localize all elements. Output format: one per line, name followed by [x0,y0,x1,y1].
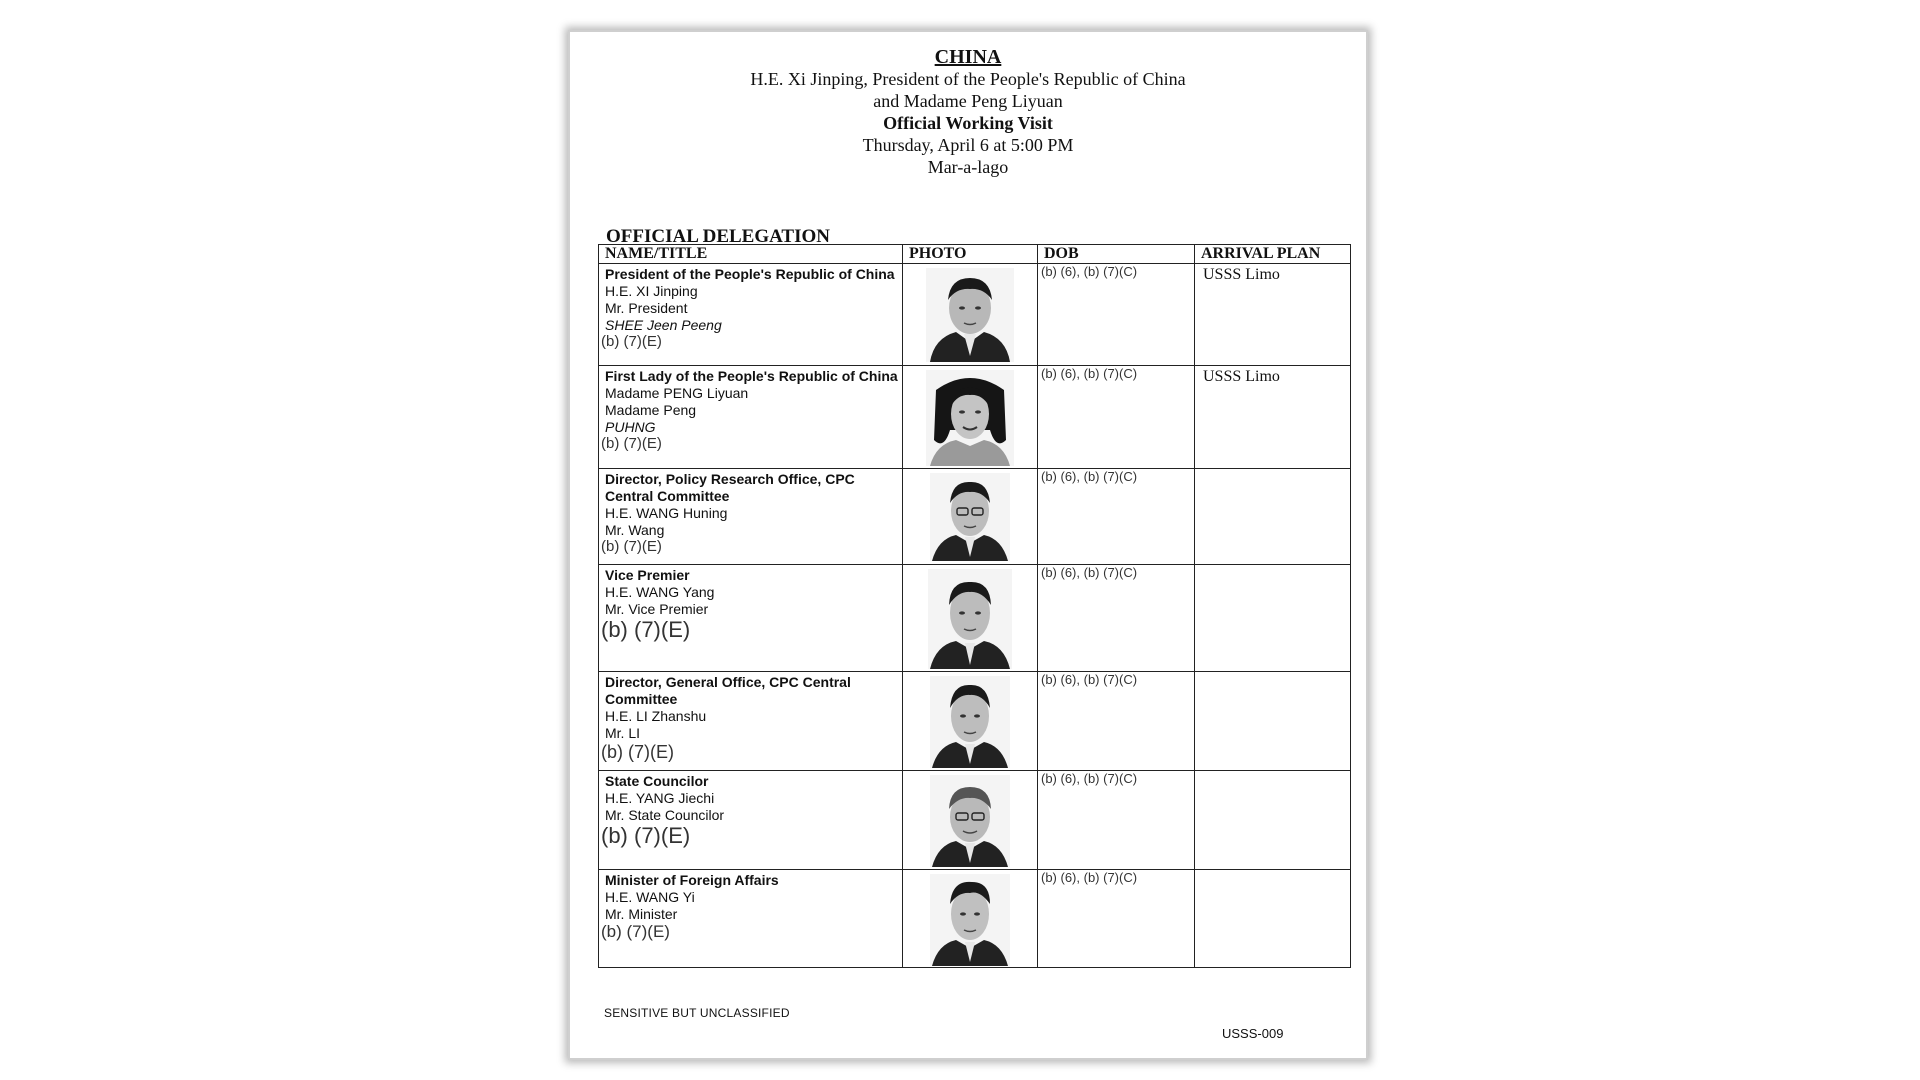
name-cell [599,672,903,771]
arrival-cell: USSS Limo [1195,366,1351,469]
arrival-cell [1195,870,1351,968]
redaction-mark: (b) (7)(E) [601,435,662,452]
delegation-table [598,244,1351,968]
arrival-cell [1195,565,1351,672]
official-name: H.E. WANG Yi [605,889,695,905]
arrival-cell: USSS Limo [1195,264,1351,366]
dob-cell: (b) (6), (b) (7)(C) [1038,672,1195,771]
document-id: USSS-009 [1222,1026,1284,1041]
table-row [599,366,1351,469]
arrival-cell [1195,771,1351,870]
portrait-photo [928,569,1012,669]
dob-cell: (b) (6), (b) (7)(C) [1038,565,1195,672]
table-row [599,672,1351,771]
portrait-photo [930,874,1010,966]
pronunciation: PUHNG [605,419,656,435]
table-row [599,469,1351,565]
column-header-dob: DOB [1038,245,1195,264]
country-heading: CHINA [934,46,1002,68]
document-page [568,30,1368,1060]
table-row [599,771,1351,870]
portrait-photo [930,775,1010,867]
column-header-photo: PHOTO [903,245,1038,264]
arrival-cell [1195,469,1351,565]
name-cell [599,565,903,672]
portrait-photo [926,370,1014,466]
photo-cell [903,672,1038,771]
visitor-line-2: and Madame Peng Liyuan [873,91,1063,111]
salutation: Mr. Minister [605,906,678,922]
table-row [599,870,1351,968]
redaction-mark: (b) (7)(E) [601,617,691,642]
photo-cell [903,264,1038,366]
name-cell [599,771,903,870]
photo-cell [903,469,1038,565]
name-cell [599,469,903,565]
photo-cell [903,771,1038,870]
document-header [570,46,1366,178]
dob-cell: (b) (6), (b) (7)(C) [1038,469,1195,565]
dob-cell: (b) (6), (b) (7)(C) [1038,870,1195,968]
official-name: H.E. LI Zhanshu [605,708,707,724]
column-header-name: NAME/TITLE [599,245,903,264]
official-title: Director, General Office, CPC Central Committee [605,674,851,707]
visitor-line-1: H.E. Xi Jinping, President of the People's Republic of China [750,69,1186,89]
salutation: Mr. Vice Premier [605,601,709,617]
salutation: Madame Peng [605,402,697,418]
table-header-row [599,245,1351,264]
official-title: Director, Policy Research Office, CPC Central Committee [605,471,855,504]
portrait-photo [930,473,1010,561]
redaction-mark: (b) (7)(E) [601,333,662,350]
official-title: State Councilor [605,773,709,789]
pronunciation: SHEE Jeen Peeng [605,317,722,333]
official-name: H.E. WANG Yang [605,584,715,600]
dob-cell: (b) (6), (b) (7)(C) [1038,264,1195,366]
arrival-cell [1195,672,1351,771]
classification-label: SENSITIVE BUT UNCLASSIFIED [604,1006,790,1020]
official-title: President of the People's Republic of China [605,266,895,282]
photo-cell [903,870,1038,968]
salutation: Mr. State Councilor [605,807,725,823]
visit-datetime: Thursday, April 6 at 5:00 PM [862,135,1074,155]
table-row [599,264,1351,366]
portrait-photo [926,268,1014,362]
redaction-mark: (b) (7)(E) [601,823,691,848]
salutation: Mr. LI [605,725,641,741]
salutation: Mr. President [605,300,688,316]
dob-cell: (b) (6), (b) (7)(C) [1038,771,1195,870]
column-header-arrival: ARRIVAL PLAN [1195,245,1351,264]
visit-type: Official Working Visit [883,113,1053,133]
official-name: H.E. XI Jinping [605,283,698,299]
section-title: OFFICIAL DELEGATION [606,226,830,247]
official-title: Minister of Foreign Affairs [605,872,779,888]
photo-cell [903,565,1038,672]
official-title: Vice Premier [605,567,690,583]
redaction-mark: (b) (7)(E) [601,742,674,762]
official-name: Madame PENG Liyuan [605,385,749,401]
visit-location: Mar-a-lago [927,157,1009,177]
name-cell [599,366,903,469]
dob-cell: (b) (6), (b) (7)(C) [1038,366,1195,469]
official-title: First Lady of the People's Republic of China [605,368,898,384]
portrait-photo [930,676,1010,768]
name-cell [599,264,903,366]
official-name: H.E. YANG Jiechi [605,790,715,806]
redaction-mark: (b) (7)(E) [601,922,670,941]
photo-cell [903,366,1038,469]
redaction-mark: (b) (7)(E) [601,538,662,555]
official-name: H.E. WANG Huning [605,505,728,521]
table-row [599,565,1351,672]
name-cell [599,870,903,968]
salutation: Mr. Wang [605,522,665,538]
